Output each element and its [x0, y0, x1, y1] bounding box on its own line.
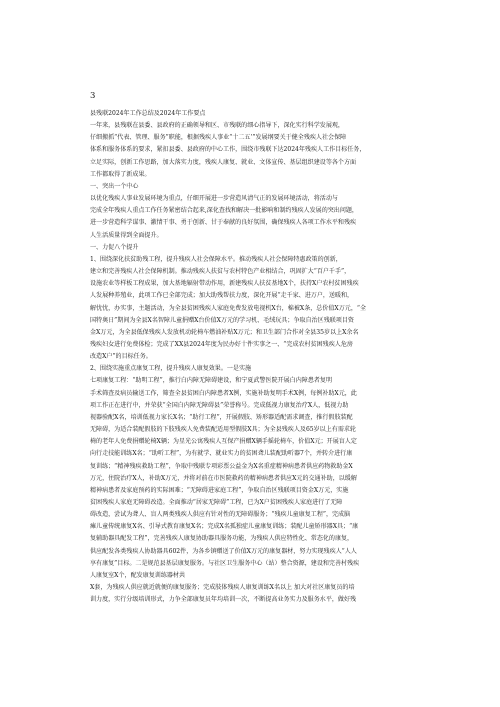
text-line: 碍改造，尝试为聋人、盲人两类残疾人供应有针对性的无障碍服务；“残疾儿童康复工程”，完成脑 — [90, 511, 351, 519]
text-line: 视器验配X名，培训低视力家长X名；“助行工程”，开展假肢、矫形器适配需求调查，推行假肢装配 — [90, 413, 353, 421]
text-line: 精神病患者及家庭预药的实际困难；“无障碍进家庭工程”，争取自治区残联项目资金X万元，实施 — [90, 486, 349, 494]
text-line: 解忧忧，办实事，主题活动，为全县贫困残疾人家庭免费发放电视机X台，棉被X条，总价值X万元，“全 — [90, 304, 367, 312]
text-line: 仔细搬抓“代表、管理、服务”职能，根据残疾人事业“十二五’”发展纲要关于健全残疾人社会保障 — [90, 134, 347, 142]
text-line: 县残联2024年工作总结及2024年工作要点 — [90, 110, 206, 117]
text-line: 享有康复”目标。二是规范县基层康复服务。与社区卫生服务中心（站）整合资源，建设和完善村残疾 — [90, 559, 360, 567]
text-line: 手术筛查及病员输送工作，筛查全县贫困白内障患者X例，实施补助复明手术X例，每例补助X元，此 — [90, 389, 357, 397]
text-line: 完成全年残疾人重点工作任务紧密结合起来,深化查找和解决一批影响和制约残疾人发展的突出问题， — [90, 207, 358, 215]
text-line: 进一步营造科学谋事、激情干事、勇于创新、甘于奉献的良好氛围，确保残疾人各项工作水平和残疾 — [90, 219, 357, 227]
text-line: 一、力促八个提升 — [90, 243, 139, 251]
text-line: 训力度，实行分级培训形式，力争全部康复员年均培训一次，不断提高业务实力及服务水平，做好残 — [90, 596, 357, 604]
text-line: 立足实际，创新工作思路，加大落实力度，残疾人康复、就业、文体宣传、基层组织建设等各个方面 — [90, 158, 357, 166]
text-line: 椅的老年人免费捐赠轮椅X辆；为星光公寓残疾人互保产捐赠X辆手摇轮椅车，价值X元；开展盲人定 — [90, 438, 357, 446]
text-line: 七项康复工程：“助明工程”，推行白内障无障碍建设，和宁夏武警医院开展白内障患者复明 — [90, 377, 333, 385]
text-line: 以优化残疾人事业发展环境为重点，仔细开展进一步营造风清气正的发展环境活动，将活动与 — [90, 195, 338, 203]
text-line: 体系和服务体系的要求，紧扣县委、县政府的中心工作，围绕市残联下达2024年残疾人工作目标任务， — [90, 146, 366, 154]
text-line: 设施农业等样板工程成果，加大基地辐射带动作用，新建残疾人扶贫基地X个，扶持X户农村贫困残疾 — [90, 280, 359, 288]
text-line: 国特奥日”期间为全县X名智障儿童捐赠X台价值X万元的学习机、毛绒玩具；争取自治区残联项目资 — [90, 316, 354, 324]
text-line: X套，为残疾人供应就近就便的康复服务；完成肢体残疾人康复训练X名以上 加大对社区康复员的培 — [90, 584, 355, 592]
text-line: 人康复室X个，配发康复训练器材共 — [90, 571, 186, 579]
text-line: 向行走技能训练X名；“助听工程”，为有就学、就业实力的贫困聋儿装配助听器7个，并转介进行康 — [90, 450, 353, 458]
text-line: 建立和完善残疾人社会保障机制。推动残疾人扶贫与农村特色产业相结合，巩固扩大“百户千手”， — [90, 268, 351, 276]
page-number: 3 — [90, 91, 96, 101]
text-line: 项工作正在进行中，并荣获“全国白内障无障碍县”荣誉称号。完成低视力康复治疗X人，低视力助 — [90, 401, 349, 409]
text-line: 一、突出一个中心 — [90, 182, 139, 190]
text-line: 2、围绕实施重点康复工程，提升残疾人康复效果。一是实施 — [90, 365, 252, 373]
text-line: 人发展种养殖业，此项工作已全部完成；加大助残帮扶力度，深化开展“走千家、进万户，送暖和， — [90, 292, 354, 300]
text-line: 万元，住院治疗X人，补助X万元，并将对前在市医院救药的精神病患者供应X元的交通补助，以缓解 — [90, 474, 357, 482]
document-body — [90, 108, 420, 606]
text-line: 无障碍，为适合装配假肢的下肢残疾人免费装配适用型假肢X具；为全县残疾人及65岁以上有需求轮 — [90, 426, 356, 434]
text-line: 改造X户”的目标任务。 — [90, 353, 152, 361]
text-line: 贫困残疾人家庭无障碍改造。全面推动“居家无障碍”工程，已为X户贫困残疾人家庭进行了无障 — [90, 499, 343, 506]
text-line: 供应配发各类残疾人协助器具602件，为各乡镇赠送了价值X万元的康复器材，努力实现残疾人“人人 — [90, 547, 357, 555]
text-line: 金X万元，为全县低保残疾人发放机动轮椅车燃油补贴X万元；和卫生部门合作对全县35岁以上X余名 — [90, 328, 359, 336]
text-line: 人生活质量得到全面提升。 — [90, 231, 163, 239]
text-line: 瘫儿童传统康复X名、引导式教育康复X名；完成X名孤独症儿童康复训练；装配儿童矫形器X具；“康 — [90, 523, 359, 531]
text-line: 复训练；“精神残疾救助工程”，争取中残联专项彩票公益金为X名重症精神病患者供应药物救助金X — [90, 462, 353, 470]
text-line: 1、围绕深化扶贫助残工程，提升残疾人社会保障水平。推动残疾人社会保障特惠政策的创新， — [90, 255, 342, 263]
text-line: 工作都取得了新成果。 — [90, 170, 151, 178]
text-line: 残疾妇女进行免费体检；完成了XX县2024年度为民办好十件实事之一、“完成农村贫困残疾人危房 — [90, 340, 353, 348]
text-line: 复辅助器具配发工程”，完善残疾人康复协助器具服务功能，为残疾人供应特性化、常态化的康复， — [90, 535, 354, 543]
text-line: 一年来，县残联在县委、县政府的正确领导和区、市残联的细心指导下，深化实行科学发展观， — [90, 122, 344, 130]
